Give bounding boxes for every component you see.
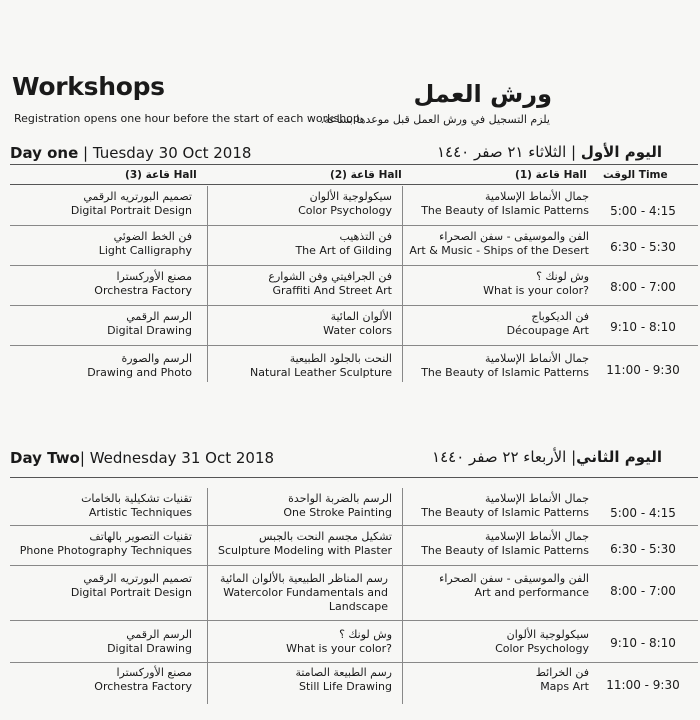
time-slot: 6:30 - 5:30 [610,542,676,556]
divider [10,662,698,663]
col-hall3: قاعة (3) Hall [125,169,197,181]
hall1-session: وش لونك ؟ What is your color? [483,270,589,297]
day-two-heading-en: Day Two| Wednesday 31 Oct 2018 [10,449,275,467]
time-slot: 9:10 - 8:10 [610,320,676,334]
hall1-session: جمال الأنماط الإسلامية The Beauty of Islamic Patterns [421,190,589,217]
hall2-session: سيكولوجية الألوان Color Psychology [298,190,392,217]
hall3-session: تقنيات تشكيلية بالخامات Artistic Techniques [81,492,192,519]
table-row [10,664,698,704]
table-row [10,488,698,524]
divider [10,164,698,165]
day-one-heading-ar: اليوم الأول | الثلاثاء ٢١ صفر ١٤٤٠ [436,143,662,161]
hall3-session: تصميم البورتريه الرقمي Digital Portrait Design [70,190,192,217]
hall2-session: الألوان المائية Water colors [323,310,392,337]
column-divider [402,186,403,382]
hall2-session: فن التذهيب The Art of Gilding [295,230,392,257]
table-row [10,306,698,344]
time-slot: 5:00 - 4:15 [610,204,676,218]
hall3-session: الرسم الرقمي Digital Drawing [107,310,192,337]
day-two-heading-ar: اليوم الثاني| الأربعاء ٢٢ صفر ١٤٤٠ [432,448,662,466]
day-one-schedule [10,186,698,386]
hall2-session: فن الجرافيتي وفن الشوارع Graffiti And Street Art [268,270,392,297]
hall3-session: تصميم البورتريه الرقمي Digital Portrait Design [70,572,192,599]
day-two-schedule [10,488,698,708]
hall2-session: رسم الطبيعة الصامتة Still Life Drawing [295,666,392,693]
col-hall2: قاعة (2) Hall [330,169,402,181]
divider [10,184,698,185]
table-row [10,624,698,662]
hall2-session: النحت بالجلود الطبيعية Natural Leather Sculpture [250,352,392,379]
hall1-session: الفن والموسيقى - سفن الصحراء Art & Music - Ships of the Desert [409,230,589,257]
divider [10,477,698,478]
hall3-session: تقنيات التصوير بالهاتف Phone Photography Techniques [19,530,192,557]
time-slot: 9:10 - 8:10 [610,636,676,650]
hall1-session: جمال الأنماط الإسلامية The Beauty of Islamic Patterns [421,530,589,557]
hall3-session: الرسم والصورة Drawing and Photo [87,352,192,379]
hall2-session: الرسم بالضربة الواحدة One Stroke Painting [283,492,392,519]
hall2-session: وش لونك ؟ What is your color? [286,628,392,655]
hall1-session: جمال الأنماط الإسلامية The Beauty of Islamic Patterns [421,352,589,379]
divider [10,620,698,621]
page-title-en: Workshops [12,72,165,101]
hall3-session: فن الخط الضوئي Light Calligraphy [98,230,192,257]
hall1-session: فن الديكوباج Découpage Art [506,310,589,337]
table-row [10,346,698,384]
day-one-heading [10,142,698,166]
divider [10,565,698,566]
hall3-session: الرسم الرقمي Digital Drawing [107,628,192,655]
column-divider [402,488,403,704]
hall2-session: تشكيل مجسم النحت بالجبس Sculpture Modeling with Plaster [217,530,392,557]
column-divider [207,488,208,704]
col-hall1: قاعة (1) Hall [515,169,587,181]
day-one-heading-en: Day one | Tuesday 30 Oct 2018 [10,144,252,162]
time-slot: 6:30 - 5:30 [610,240,676,254]
registration-note-ar: يلزم التسجيل في ورش العمل قبل موعدها بساعة. [320,113,550,126]
time-slot: 11:00 - 9:30 [606,363,680,377]
hall3-session: مصنع الأوركسترا Orchestra Factory [94,270,192,297]
page-title-ar: ورش العمل [413,80,552,108]
time-slot: 8:00 - 7:00 [610,280,676,294]
table-row [10,568,698,618]
time-slot: 11:00 - 9:30 [606,678,680,692]
time-slot: 5:00 - 4:15 [610,506,676,520]
table-row [10,526,698,564]
table-row [10,226,698,264]
time-slot: 8:00 - 7:00 [610,584,676,598]
hall1-session: جمال الأنماط الإسلامية The Beauty of Islamic Patterns [421,492,589,519]
registration-note-en: Registration opens one hour before the start of each workshop [14,112,360,125]
day-two-heading [10,447,698,471]
hall3-session: مصنع الأوركسترا Orchestra Factory [94,666,192,693]
hall1-session: الفن والموسيقى - سفن الصحراء Art and performance [439,572,589,599]
column-divider [207,186,208,382]
hall2-session: رسم المناظر الطبيعية بالألوان المائية Watercolor Fundamentals and Landscape [220,572,388,613]
column-headers [10,167,698,185]
col-time: الوقت Time [603,169,668,181]
hall1-session: سيكولوجية الألوان Color Psychology [495,628,589,655]
table-row [10,186,698,224]
table-row [10,266,698,304]
hall1-session: فن الخرائط Maps Art [535,666,589,693]
